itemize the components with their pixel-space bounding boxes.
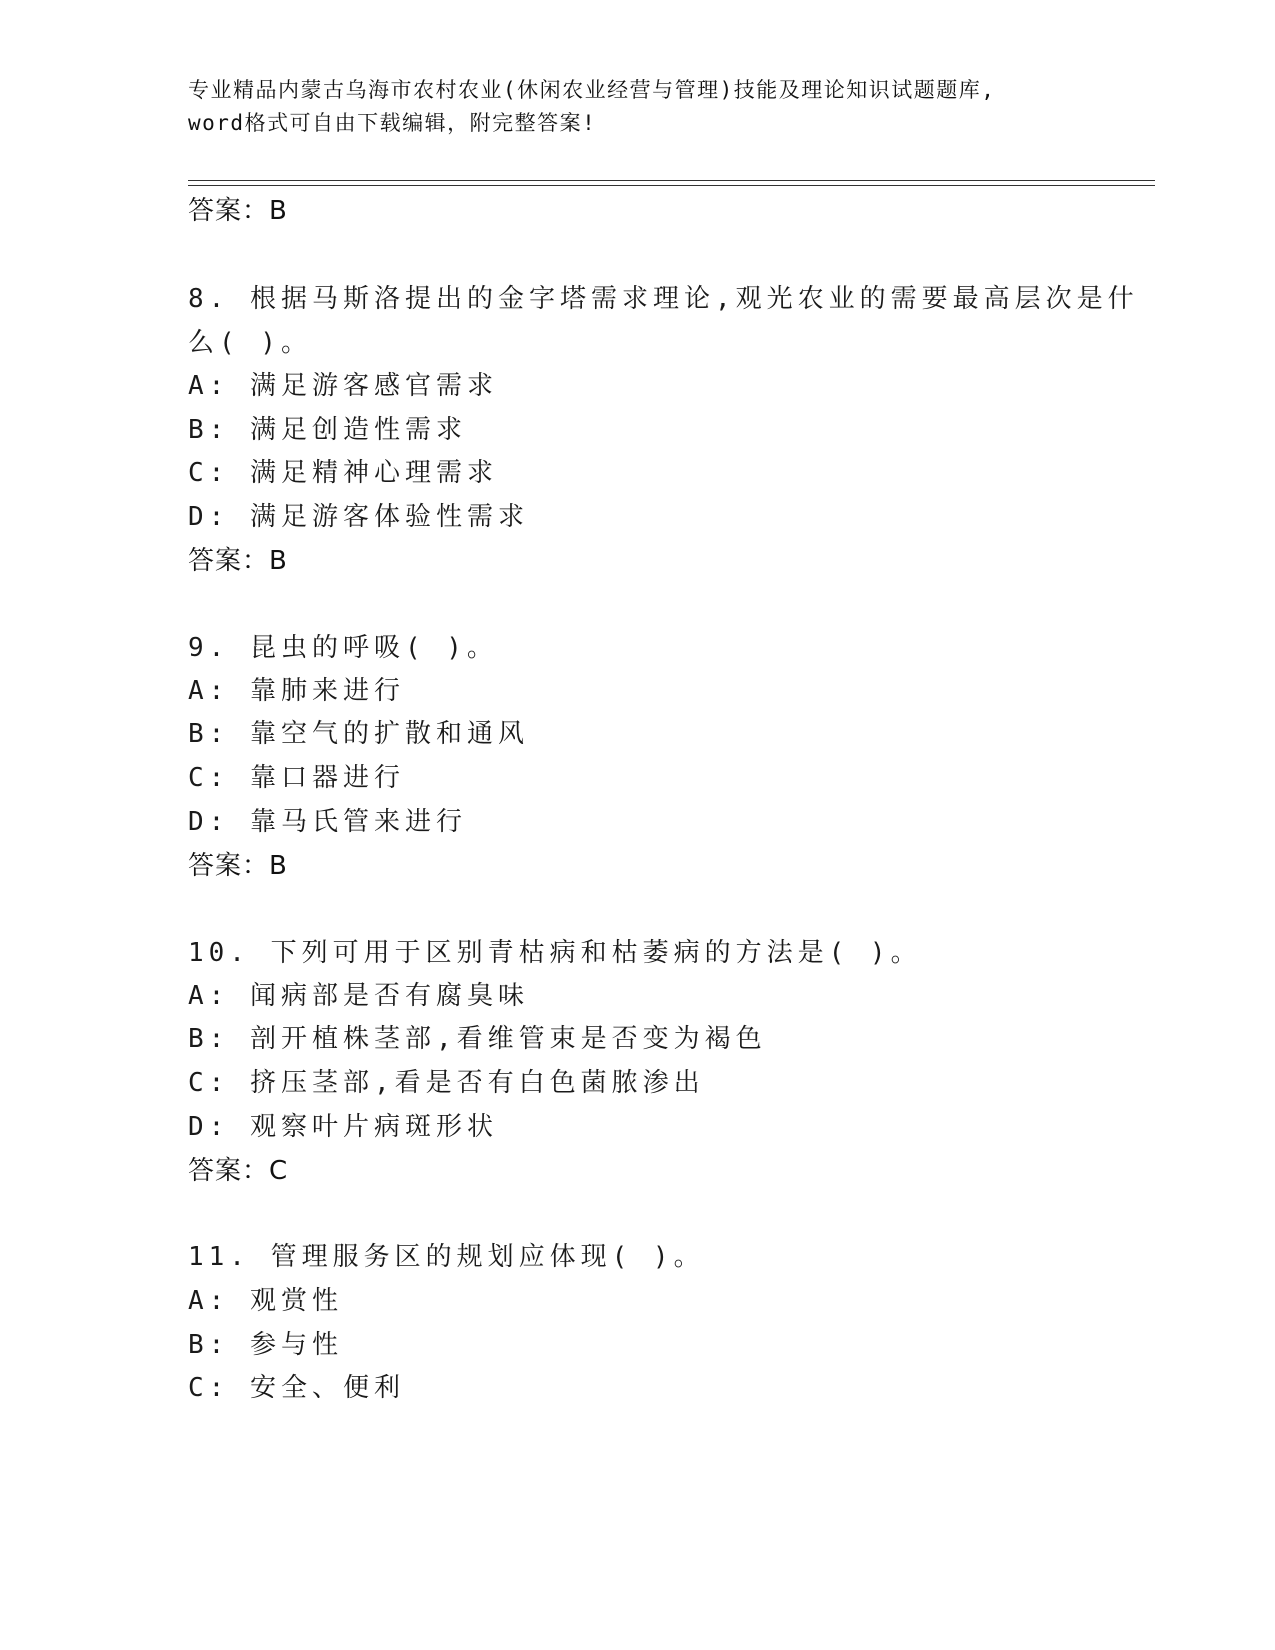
answer-previous: 答案：B xyxy=(188,196,288,226)
header-title-line-2: word格式可自由下载编辑，附完整答案! xyxy=(188,111,597,135)
question-9-option-d: D: 靠马氏管来进行 xyxy=(188,807,467,837)
question-10-stem: 10. 下列可用于区别青枯病和枯萎病的方法是( )。 xyxy=(188,938,922,968)
question-10-option-d: D: 观察叶片病斑形状 xyxy=(188,1112,498,1142)
header-divider-top xyxy=(188,180,1155,181)
question-10-option-a: A: 闻病部是否有腐臭味 xyxy=(188,981,529,1011)
question-11-option-c: C: 安全、便利 xyxy=(188,1373,405,1403)
question-11-option-a: A: 观赏性 xyxy=(188,1286,343,1316)
question-10-option-b: B: 剖开植株茎部,看维管束是否变为褐色 xyxy=(188,1024,767,1054)
question-8-option-a: A: 满足游客感官需求 xyxy=(188,371,498,401)
question-8-stem-line-1: 8. 根据马斯洛提出的金字塔需求理论,观光农业的需要最高层次是什 xyxy=(188,284,1139,314)
question-8-option-b: B: 满足创造性需求 xyxy=(188,415,467,445)
question-10-answer: 答案：C xyxy=(188,1156,289,1186)
header-divider-bottom xyxy=(188,185,1155,186)
question-9-option-c: C: 靠口器进行 xyxy=(188,763,405,793)
question-11-stem: 11. 管理服务区的规划应体现( )。 xyxy=(188,1242,705,1272)
question-9-stem: 9. 昆虫的呼吸( )。 xyxy=(188,633,498,663)
header-title-line-1: 专业精品内蒙古乌海市农村农业(休闲农业经营与管理)技能及理论知识试题题库, xyxy=(188,78,996,102)
question-8-stem-line-2: 么( )。 xyxy=(188,328,312,358)
question-10-option-c: C: 挤压茎部,看是否有白色菌脓渗出 xyxy=(188,1068,705,1098)
question-9-option-a: A: 靠肺来进行 xyxy=(188,676,405,706)
question-8-answer: 答案：B xyxy=(188,546,288,576)
question-8-option-c: C: 满足精神心理需求 xyxy=(188,458,498,488)
question-11-option-b: B: 参与性 xyxy=(188,1330,343,1360)
page-header xyxy=(188,74,1088,140)
question-9-option-b: B: 靠空气的扩散和通风 xyxy=(188,719,529,749)
question-9-answer: 答案：B xyxy=(188,851,288,881)
question-8-option-d: D: 满足游客体验性需求 xyxy=(188,502,529,532)
